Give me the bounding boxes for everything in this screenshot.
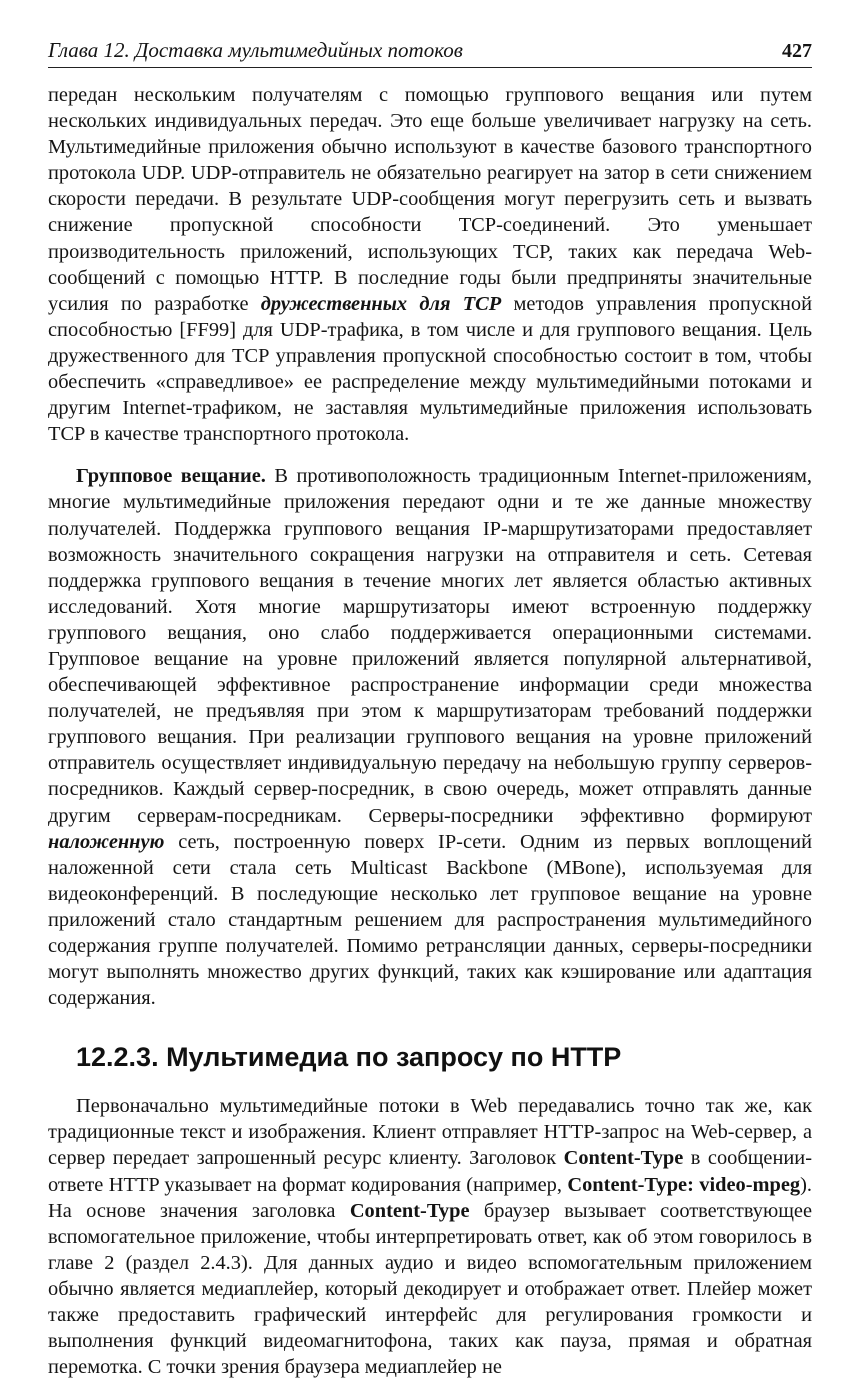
paragraph-text: передан нескольким получателям с помощью группового вещания или путем нескольких индивидуальных передач. Это еще больше увеличивает нагрузку на сеть. Мультимедийные приложения обычно используют в качестве базового транспортного протокола UDP. UDP-отправитель не обязательно реагирует на затор в сети снижением скорости передачи. В результате UDP-сообщения могут перегрузить сеть и вызвать снижение пропускной способности TCP-соединений. Это уменьшает производительность приложений, использующих TCP, таких как передача Web-сообщений с помощью HTTP. В последние годы были предприняты значительные усилия по разработке [48,84,812,315]
paragraph-http-streaming [48,1093,812,1380]
page-body [48,82,812,1380]
paragraph-text: браузер вызывает соответствующее вспомогательное приложение, чтобы интерпретировать ответ, как об этом говорилось в главе 2 (раздел 2.4.3). Для данных аудио и видео вспомогательным приложением обычно является медиаплейер, который декодирует и отображает ответ. Плейер может также предоставить графический интерфейс для регулирования громкости и выполнения функций видеомагнитофона, таких как пауза, прямая и обратная перемотка. С точки зрения браузера медиаплейер не [48,1199,812,1379]
emphasis-term: наложенную [48,830,165,853]
paragraph-congestion [48,82,812,447]
page-number: 427 [782,40,812,62]
paragraph-lead: Групповое вещание. [76,465,266,488]
paragraph-text: сеть, построенную поверх IP-сети. Одним из первых воплощений наложенной сети стала сеть Multicast Backbone (MBone), используемая для видеоконференций. В последующие несколько лет групповое вещание на уровне приложений стало стандартным решением для распространения мультимедийного содержания группе получателей. Помимо ретрансляции данных, серверы-посредники могут выполнять множество других функций, таких как кэширование или адаптация содержания. [48,830,812,1010]
paragraph-text: В противоположность традиционным Internet-приложениям, многие мультимедийные приложения передают одни и те же данные множеству получателей. Поддержка группового вещания IP-маршрутизаторами предоставляет возможность значительного сокращения нагрузки на отправителя и сеть. Сетевая поддержка группового вещания в течение многих лет является областью активных исследований. Хотя многие маршрутизаторы имеют встроенную поддержку группового вещания, оно слабо поддерживается операционными системами. Групповое вещание на уровне приложений является популярной альтернативой, обеспечивающей эффективное распространение информации среди множества получателей, не предъявляя при этом к маршрутизаторам требований поддержки группового вещания. При реализации группового вещания на уровне приложений отправитель осуществляет индивидуальную передачу на небольшую группу серверов-посредников. Каждый сервер-посредник, в свою очередь, может отправлять данные другим серверам-посредникам. Серверы-посредники эффективно формируют [48,465,812,827]
chapter-title: Глава 12. Доставка мультимедийных потоков [48,38,463,62]
code-term: Content-Type [563,1147,684,1170]
paragraph-text: в сообщении-ответе HTTP указывает на формат кодирования (например, [48,1147,812,1196]
paragraph-text: методов управления пропускной способностью [FF99] для UDP-трафика, в том числе и для группового вещания. Цель дружественного для TCP управления пропускной способностью состоит в том, чтобы обеспечить «справедливое» ее распределение между мультимедийными потоками и другим Internet-трафиком, не заставляя мультимедийные приложения использовать TCP в качестве транспортного протокола. [48,292,812,446]
paragraph-text: ). На основе значения заголовка [48,1173,812,1222]
running-header [48,0,812,68]
paragraph-multicast [48,463,812,1011]
emphasis-term: дружественных для TCP [260,292,502,315]
code-term: Content-Type: video-mpeg [567,1173,801,1196]
section-heading: 12.2.3. Мультимедиа по запросу по HTTP [76,1042,622,1073]
code-term: Content-Type [349,1199,470,1222]
paragraph-text: Первоначально мультимедийные потоки в Web передавались точно так же, как традиционные текст и изображения. Клиент отправляет HTTP-запрос на Web-сервер, а сервер передает запрошенный ресурс клиенту. Заголовок [48,1095,812,1170]
